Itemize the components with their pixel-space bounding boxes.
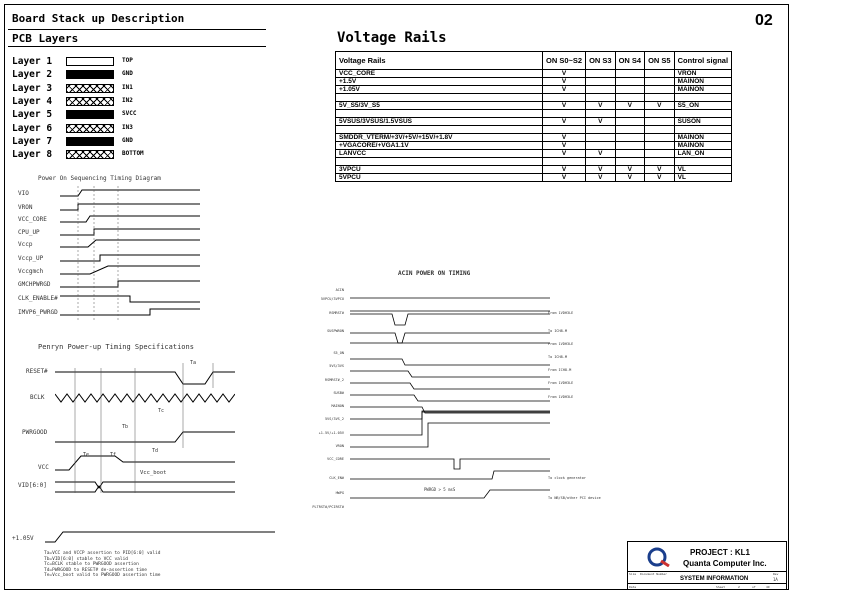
rails-cell: LAN_ON	[674, 150, 731, 158]
wave-vid	[55, 482, 235, 488]
rails-cell: V	[586, 102, 616, 110]
penryn-note: Tb=VID[6:0] stable to VCC valid	[44, 556, 128, 562]
layer-name: SVCC	[122, 110, 137, 118]
tb-rev: 1A	[773, 577, 778, 582]
pcb-layers-title: PCB Layers	[12, 32, 79, 45]
penryn-signal-label: VCC	[38, 464, 49, 471]
rails-cell	[586, 94, 616, 102]
rails-row	[336, 94, 732, 102]
acin-signal-label: 5VS/3VS	[329, 364, 344, 368]
rails-cell	[645, 94, 675, 102]
seq-signal-label: CLK_ENABLE#	[18, 295, 58, 302]
layer-swatch	[66, 84, 114, 93]
acin-signal-label: +1.5V/+1.05V	[318, 431, 344, 435]
power-seq-title: Power On Sequencing Timing Diagram	[38, 175, 161, 182]
tb-sheet: 2	[738, 585, 740, 589]
rails-cell: V	[586, 118, 616, 126]
acin-waveforms	[350, 285, 550, 515]
rails-cell	[586, 158, 616, 166]
wave-vio	[60, 190, 200, 196]
rails-cell	[586, 142, 616, 150]
seq-signal-label: VCC_CORE	[18, 216, 47, 223]
voltage-rails-table	[335, 51, 732, 182]
rails-cell	[586, 86, 616, 94]
acin-signal-label: PLTRST#/PCIRST#	[312, 505, 344, 509]
rails-cell: MAINON	[674, 134, 731, 142]
power-seq-waveforms	[60, 186, 200, 321]
stackup-divider	[8, 29, 266, 30]
wave-imvp6-pwrgd	[60, 309, 200, 315]
rails-cell	[615, 126, 645, 134]
rails-cell: V	[543, 142, 586, 150]
rails-row	[336, 78, 732, 86]
layer-label: Layer 4	[12, 95, 53, 107]
acin-signal-label: ACIN	[335, 288, 344, 292]
rails-cell: V	[543, 102, 586, 110]
title-block-divider-2	[627, 583, 787, 584]
acin-note: From 1VDH3LE	[548, 381, 574, 385]
rails-row	[336, 102, 732, 110]
stackup-title: Board Stack up Description	[12, 12, 185, 25]
wave-bclk	[55, 394, 235, 402]
layer-name: IN1	[122, 83, 133, 91]
rails-cell: V	[615, 166, 645, 174]
rails-row	[336, 126, 732, 134]
rails-row	[336, 118, 732, 126]
rails-cell: V	[543, 118, 586, 126]
seq-signal-label: CPU_UP	[18, 229, 40, 236]
acin-signal-label: VRON	[335, 444, 344, 448]
acin-signal-label: MAINON	[331, 404, 344, 408]
rails-cell: VL	[674, 166, 731, 174]
seq-signal-label: Vccp	[18, 241, 33, 248]
acin-signal-label: 5VS/3VS_2	[325, 417, 344, 421]
rails-row	[336, 150, 732, 158]
layer-label: Layer 5	[12, 109, 53, 121]
wave-vcc-core	[60, 216, 200, 222]
layer-label: Layer 6	[12, 122, 53, 134]
rails-cell: MAINON	[674, 86, 731, 94]
penryn-note: Tc=BCLK stable to PWRGOOD assertion	[44, 562, 139, 567]
rails-row	[336, 134, 732, 142]
rails-row	[336, 110, 732, 118]
rails-cell: SMDDR_VTERM/+3V/+5V/+15V/+1.8V	[336, 134, 543, 142]
seq-signal-label: GMCHPWRGD	[18, 281, 51, 288]
layer-swatch	[66, 137, 114, 146]
voltage-rails-title: Voltage Rails	[337, 30, 447, 46]
rails-cell	[586, 134, 616, 142]
rails-cell: 5VSUS/3VSUS/1.5VSUS	[336, 118, 543, 126]
rails-cell	[615, 86, 645, 94]
rails-cell: V	[615, 102, 645, 110]
layer-swatch	[66, 150, 114, 159]
acin-note: To ICH8-M	[548, 355, 567, 359]
rails-row	[336, 142, 732, 150]
seq-signal-label: Vccp_UP	[18, 255, 44, 262]
rail-1v05-wave	[45, 530, 275, 544]
rails-cell: V	[645, 102, 675, 110]
rails-cell: +1.05V	[336, 86, 543, 94]
tb-of-label: of	[752, 585, 756, 589]
wave-vccp-up	[60, 255, 200, 261]
tb-of: 49	[766, 585, 770, 589]
seq-signal-label: VIO	[18, 190, 29, 197]
acin-note: To NB/SB/other PCI device	[548, 496, 601, 500]
rails-cell	[615, 110, 645, 118]
rails-cell: MAINON	[674, 142, 731, 150]
rails-cell: V	[543, 70, 586, 78]
rails-header-cell: Voltage Rails	[336, 52, 543, 70]
rails-cell	[336, 158, 543, 166]
layer-label: Layer 3	[12, 82, 53, 94]
rails-cell: VRON	[674, 70, 731, 78]
rails-row	[336, 158, 732, 166]
wave-vcc	[55, 456, 235, 470]
penryn-signal-label: PWRGOOD	[22, 429, 48, 436]
penryn-note: Ta=VCC and VCCP assertion to PID[6:0] valid	[44, 551, 161, 556]
company-name: Quanta Computer Inc.	[683, 559, 767, 568]
rails-cell: 3VPCU	[336, 166, 543, 174]
rails-cell	[645, 86, 675, 94]
label-td: Td	[152, 448, 159, 454]
rails-cell: V	[586, 174, 616, 182]
wave-gmchpwrgd	[60, 281, 200, 287]
acin-signal-label: RSMRST#_2	[325, 378, 344, 382]
rails-cell	[543, 126, 586, 134]
rails-cell	[674, 110, 731, 118]
acin-signal-label: CLK_EN#	[329, 476, 344, 480]
pcb-divider	[8, 46, 266, 47]
rails-cell	[615, 134, 645, 142]
wave-vron	[60, 204, 200, 210]
rails-cell: +VGACORE/+VGA1.1V	[336, 142, 543, 150]
acin-delay: PWRGD > 5 msS	[424, 487, 456, 492]
rails-cell	[336, 110, 543, 118]
rails-cell: V	[645, 174, 675, 182]
penryn-signal-label: VID[6:0]	[18, 482, 47, 489]
rails-cell: V	[586, 166, 616, 174]
wave-vccp	[60, 240, 200, 247]
rails-cell	[543, 110, 586, 118]
acin-signal-label: 5VPCU/3VPCU	[320, 297, 344, 301]
rails-cell: MAINON	[674, 78, 731, 86]
rails-cell	[586, 70, 616, 78]
rails-cell: V	[543, 86, 586, 94]
acin-note: From 1VDH3LE	[548, 311, 574, 315]
rails-cell	[645, 110, 675, 118]
rails-header-cell: ON S0~S2	[543, 52, 586, 70]
wave-vccgmch	[60, 266, 200, 274]
rail-1v05: +1.05V	[12, 535, 34, 542]
rails-cell: V	[543, 134, 586, 142]
acin-signal-label: SUSPWRON	[327, 329, 344, 333]
layer-name: TOP	[122, 57, 133, 64]
rails-header-row	[336, 52, 732, 70]
rails-cell	[674, 94, 731, 102]
penryn-note: Te=Vcc_boot valid to PWRGOOD assertion time	[44, 573, 161, 578]
layer-label: Layer 8	[12, 149, 53, 161]
wave-clk-enable	[60, 296, 200, 302]
rails-cell	[336, 126, 543, 134]
layer-name: GND	[122, 70, 133, 78]
rails-cell: V	[586, 150, 616, 158]
tb-sheet-label: Sheet	[716, 585, 726, 589]
penryn-notes	[44, 551, 161, 579]
penryn-waveforms	[55, 358, 235, 498]
rails-cell	[615, 94, 645, 102]
penryn-signal-label: BCLK	[30, 394, 45, 401]
acin-note: From ICH8-M	[548, 368, 572, 372]
layer-swatch	[66, 70, 114, 79]
label-ta: Ta	[190, 360, 197, 366]
wave-cpu-up	[60, 229, 200, 235]
page-number: 02	[755, 12, 773, 29]
acin-signal-label: VCC_CORE	[327, 457, 344, 461]
rails-cell: 5VPCU	[336, 174, 543, 182]
acin-signal-label: RSMRST#	[329, 311, 344, 315]
rails-row	[336, 70, 732, 78]
rails-header-cell: Control signal	[674, 52, 731, 70]
tb-date-label: Date	[629, 585, 637, 589]
layer-swatch	[66, 124, 114, 133]
rails-cell	[615, 150, 645, 158]
tb-doc-label: Document Number	[640, 572, 668, 576]
rails-cell	[674, 158, 731, 166]
rails-cell: 5V_S5/3V_S5	[336, 102, 543, 110]
acin-note: To ICH8-M	[548, 329, 567, 333]
rails-cell	[586, 78, 616, 86]
rails-cell	[615, 70, 645, 78]
quanta-logo	[647, 547, 671, 567]
rails-cell: VL	[674, 174, 731, 182]
rails-cell	[645, 158, 675, 166]
layer-label: Layer 1	[12, 56, 53, 67]
rails-cell	[645, 78, 675, 86]
rails-cell	[615, 118, 645, 126]
rails-cell: +1.5V	[336, 78, 543, 86]
seq-signal-label: Vccgmch	[18, 268, 44, 275]
layer-name: IN2	[122, 96, 133, 104]
wave-pwrgood	[55, 432, 235, 442]
rails-cell	[336, 94, 543, 102]
layer-swatch	[66, 97, 114, 106]
rails-header-cell: ON S5	[645, 52, 675, 70]
acin-note: From 1VDH3LE	[548, 395, 574, 399]
acin-signal-label: S5_ON	[333, 351, 344, 355]
acin-signal-label: SUSB#	[333, 391, 344, 395]
rails-cell: S5_ON	[674, 102, 731, 110]
rails-header-cell: ON S4	[615, 52, 645, 70]
layer-name: IN3	[122, 123, 133, 131]
rails-cell	[586, 110, 616, 118]
layer-label: Layer 7	[12, 135, 53, 147]
rails-cell	[615, 142, 645, 150]
quanta-logo-icon	[647, 547, 671, 567]
seq-signal-label: VRON	[18, 204, 33, 211]
rails-cell	[645, 70, 675, 78]
penryn-signal-label: RESET#	[26, 368, 48, 375]
wave-reset	[55, 372, 235, 384]
rails-row	[336, 86, 732, 94]
rails-cell	[645, 118, 675, 126]
rails-cell: LANVCC	[336, 150, 543, 158]
rails-cell	[674, 126, 731, 134]
acin-note: To clock generator	[548, 476, 586, 480]
rails-cell	[645, 150, 675, 158]
rails-cell: V	[645, 166, 675, 174]
layer-name: GND	[122, 136, 133, 144]
acin-note: From 1VDH3LE	[548, 342, 574, 346]
rails-cell: V	[543, 166, 586, 174]
label-te: Te	[83, 452, 90, 458]
seq-signal-label: IMVP6_PWRGD	[18, 309, 58, 316]
rails-cell: VCC_CORE	[336, 70, 543, 78]
label-tf: Tf	[110, 452, 117, 458]
penryn-title: Penryn Power-up Timing Specifications	[38, 343, 194, 351]
layer-label: Layer 2	[12, 69, 53, 81]
rails-cell: SUSON	[674, 118, 731, 126]
label-tb: Tb	[122, 424, 129, 430]
rails-row	[336, 174, 732, 182]
wave-vid-2	[55, 486, 235, 492]
layer-swatch	[66, 110, 114, 119]
project-name: PROJECT : KL1	[690, 548, 751, 557]
rails-cell	[586, 126, 616, 134]
rails-cell: V	[615, 174, 645, 182]
tb-size-label: Size	[629, 572, 637, 576]
rails-cell: V	[543, 78, 586, 86]
layer-swatch	[66, 57, 114, 66]
rails-cell	[645, 134, 675, 142]
tb-rev-label: Rev	[773, 572, 779, 576]
rails-cell	[543, 94, 586, 102]
doc-title: SYSTEM INFORMATION	[680, 576, 749, 582]
rails-cell	[645, 126, 675, 134]
label-vcc-boot: Vcc_boot	[140, 470, 167, 476]
label-tc: Tc	[158, 408, 165, 414]
rails-cell	[645, 142, 675, 150]
acin-title: ACIN POWER ON TIMING	[398, 270, 471, 277]
rails-cell	[543, 158, 586, 166]
rails-header-cell: ON S3	[586, 52, 616, 70]
rails-cell	[615, 158, 645, 166]
rails-cell	[615, 78, 645, 86]
rails-cell: V	[543, 150, 586, 158]
penryn-note: Td=PWRGOOD to RESET# de-assertion time	[44, 567, 147, 573]
rails-cell: V	[543, 174, 586, 182]
rails-row	[336, 166, 732, 174]
acin-signal-label: HWPG	[335, 491, 344, 495]
layer-name: BOTTOM	[122, 150, 144, 158]
